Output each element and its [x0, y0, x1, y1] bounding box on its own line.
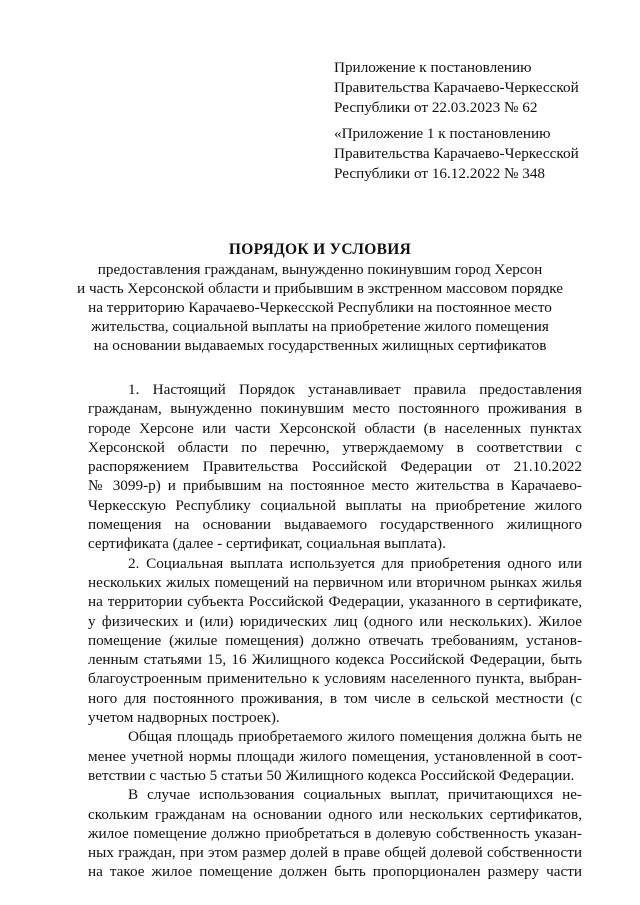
body-line: помещения на основании выдаваемого государственного жилищного — [88, 516, 582, 534]
document-body — [88, 380, 582, 882]
subtitle-line: жительства, социальной выплаты на приобретение жилого помещения — [91, 318, 549, 335]
body-line: В случае использования социальных выплат, причитающихся не- — [128, 786, 582, 804]
body-line: Общая площадь приобретаемого жилого помещения должна быть не — [128, 728, 582, 746]
paragraph-2 — [88, 554, 582, 728]
body-line: помещение (жилые помещения) должно отвечать требованиям, установ- — [88, 631, 582, 649]
body-line: ных граждан, при этом размер долей в праве общей долевой собственности — [88, 844, 582, 862]
body-line: менее учетной нормы площади жилого помещения, установленной в соот- — [88, 747, 582, 765]
document-title: ПОРЯДОК И УСЛОВИЯ — [228, 241, 412, 258]
subtitle-line: на территорию Карачаево-Черкесской Республики на постоянное место — [88, 299, 552, 316]
annex-previous-line: «Приложение 1 к постановлению — [334, 125, 551, 142]
body-line: жилое помещение должно приобретаться в долевую собственность указан- — [88, 824, 582, 842]
body-line: ленным статьями 15, 16 Жилищного кодекса Российской Федерации, быть — [88, 651, 582, 669]
body-line: Черкесскую Республику социальной выплаты на приобретение жилого — [88, 496, 582, 514]
body-line: Херсонской области по перечню, утверждаемому в соответствии с — [88, 438, 582, 456]
paragraph-3 — [88, 727, 582, 785]
document-subtitle — [60, 260, 580, 355]
annex-current-line: Республики от 22.03.2023 № 62 — [334, 99, 538, 116]
body-line: ного для постоянного проживания, в том числе в сельской местности (с — [88, 689, 582, 707]
subtitle-line: предоставления гражданам, вынужденно покинувшим город Херсон — [97, 261, 543, 278]
body-line: сертификата (далее - сертификат, социальная выплата). — [88, 535, 446, 553]
body-line: нескольких жилых помещений на первичном или вторичном рынках жилья — [88, 573, 582, 591]
body-line: 2. Социальная выплата используется для приобретения одного или — [128, 554, 582, 572]
annex-previous-line: Правительства Карачаево-Черкесской — [334, 145, 579, 162]
annex-previous — [334, 124, 624, 184]
annex-current-line: Правительства Карачаево-Черкесской — [334, 79, 579, 96]
subtitle-line: и часть Херсонской области и прибывшим в экстренном массовом порядке — [77, 280, 563, 297]
annex-current-line: Приложение к постановлению — [334, 59, 532, 76]
paragraph-4 — [88, 785, 582, 881]
body-line: распоряжением Правительства Российской Федерации от 21.10.2022 — [88, 458, 582, 476]
body-line: благоустроенным применительно к условиям населенного пункта, выбран- — [88, 670, 582, 688]
body-line: у физических и (или) юридических лиц (одного или нескольких). Жилое — [88, 612, 582, 630]
subtitle-line: на основании выдаваемых государственных жилищных сертификатов — [93, 337, 547, 354]
body-line: городе Херсоне или части Херсонской области (в населенных пунктах — [88, 419, 582, 437]
annex-previous-line: Республики от 16.12.2022 № 348 — [334, 165, 546, 182]
annex-current — [334, 58, 624, 118]
body-line: на территории субъекта Российской Федерации, указанного в сертификате, — [88, 593, 582, 611]
body-line: гражданам, вынужденно покинувшим место постоянного проживания в — [88, 400, 582, 418]
body-line: ветствии с частью 5 статьи 50 Жилищного кодекса Российской Федерации. — [88, 766, 575, 784]
body-line: учетом надворных построек). — [88, 709, 280, 727]
body-line: скольким гражданам на основании одного или нескольких сертификатов, — [88, 805, 582, 823]
paragraph-1 — [88, 380, 582, 554]
body-line: № 3099-р) и прибывшим на постоянное место жительства в Карачаево- — [88, 477, 582, 495]
body-line: 1. Настоящий Порядок устанавливает правила предоставления — [128, 381, 582, 398]
body-line: на такое жилое помещение должен быть пропорционален размеру части — [88, 863, 582, 881]
